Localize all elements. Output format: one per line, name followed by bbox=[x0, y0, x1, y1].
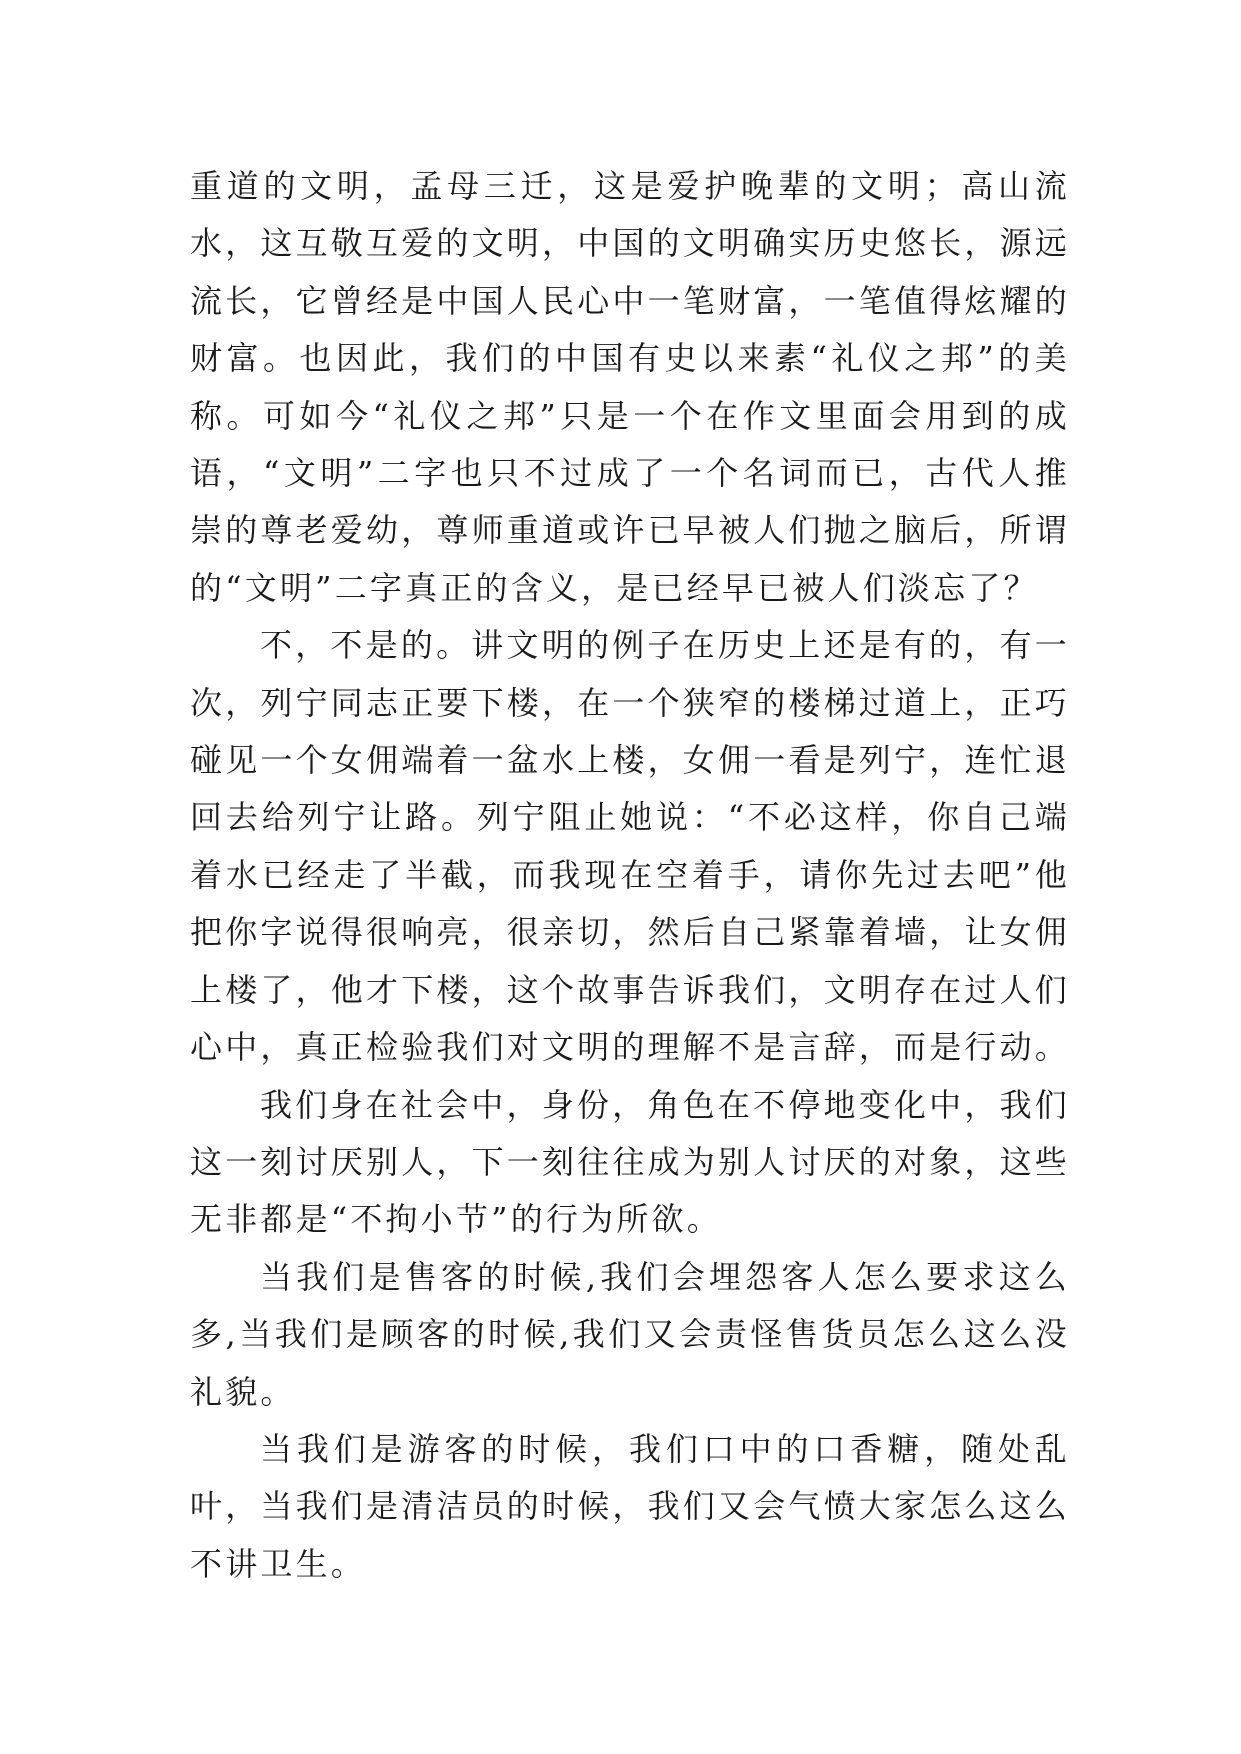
body-text bbox=[190, 158, 1070, 1593]
paragraph-3: 我们身在社会中，身份，角色在不停地变化中，我们这一刻讨厌别人，下一刻往往成为别人讨厌的对象，这些无非都是“不拘小节”的行为所欲。 bbox=[190, 1085, 1071, 1239]
paragraph-1: 重道的文明，孟母三迁，这是爱护晚辈的文明；高山流水，这互敬互爱的文明，中国的文明确实历史悠长，源远流长，它曾经是中国人民心中一笔财富，一笔值得炫耀的财富。也因此，我们的中国有史以来素“礼仪之邦”的美称。可如今“礼仪之邦”只是一个在作文里面会用到的成语，“文明”二字也只不过成了一个名词而已，古代人推崇的尊老爱幼，尊师重道或许已早被人们抛之脑后，所谓的“文明”二字真正的含义，是已经早已被人们淡忘了？ bbox=[190, 167, 1071, 607]
paragraph-2: 不，不是的。讲文明的例子在历史上还是有的，有一次，列宁同志正要下楼，在一个狭窄的楼梯过道上，正巧碰见一个女佣端着一盆水上楼，女佣一看是列宁，连忙退回去给列宁让路。列宁阻止她说：“不必这样，你自己端着水已经走了半截，而我现在空着手，请你先过去吧”他把你字说得很响亮，很亲切，然后自己紧靠着墙，让女佣上楼了，他才下楼，这个故事告诉我们，文明存在过人们心中，真正检验我们对文明的理解不是言辞，而是行动。 bbox=[190, 626, 1071, 1067]
paragraph-5: 当我们是游客的时候，我们口中的口香糖，随处乱叶，当我们是清洁员的时候，我们又会气愤大家怎么这么不讲卫生。 bbox=[190, 1429, 1071, 1583]
paragraph-4: 当我们是售客的时候,我们会埋怨客人怎么要求这么多,当我们是顾客的时候,我们又会责怪售货员怎么这么没礼貌。 bbox=[190, 1257, 1070, 1411]
